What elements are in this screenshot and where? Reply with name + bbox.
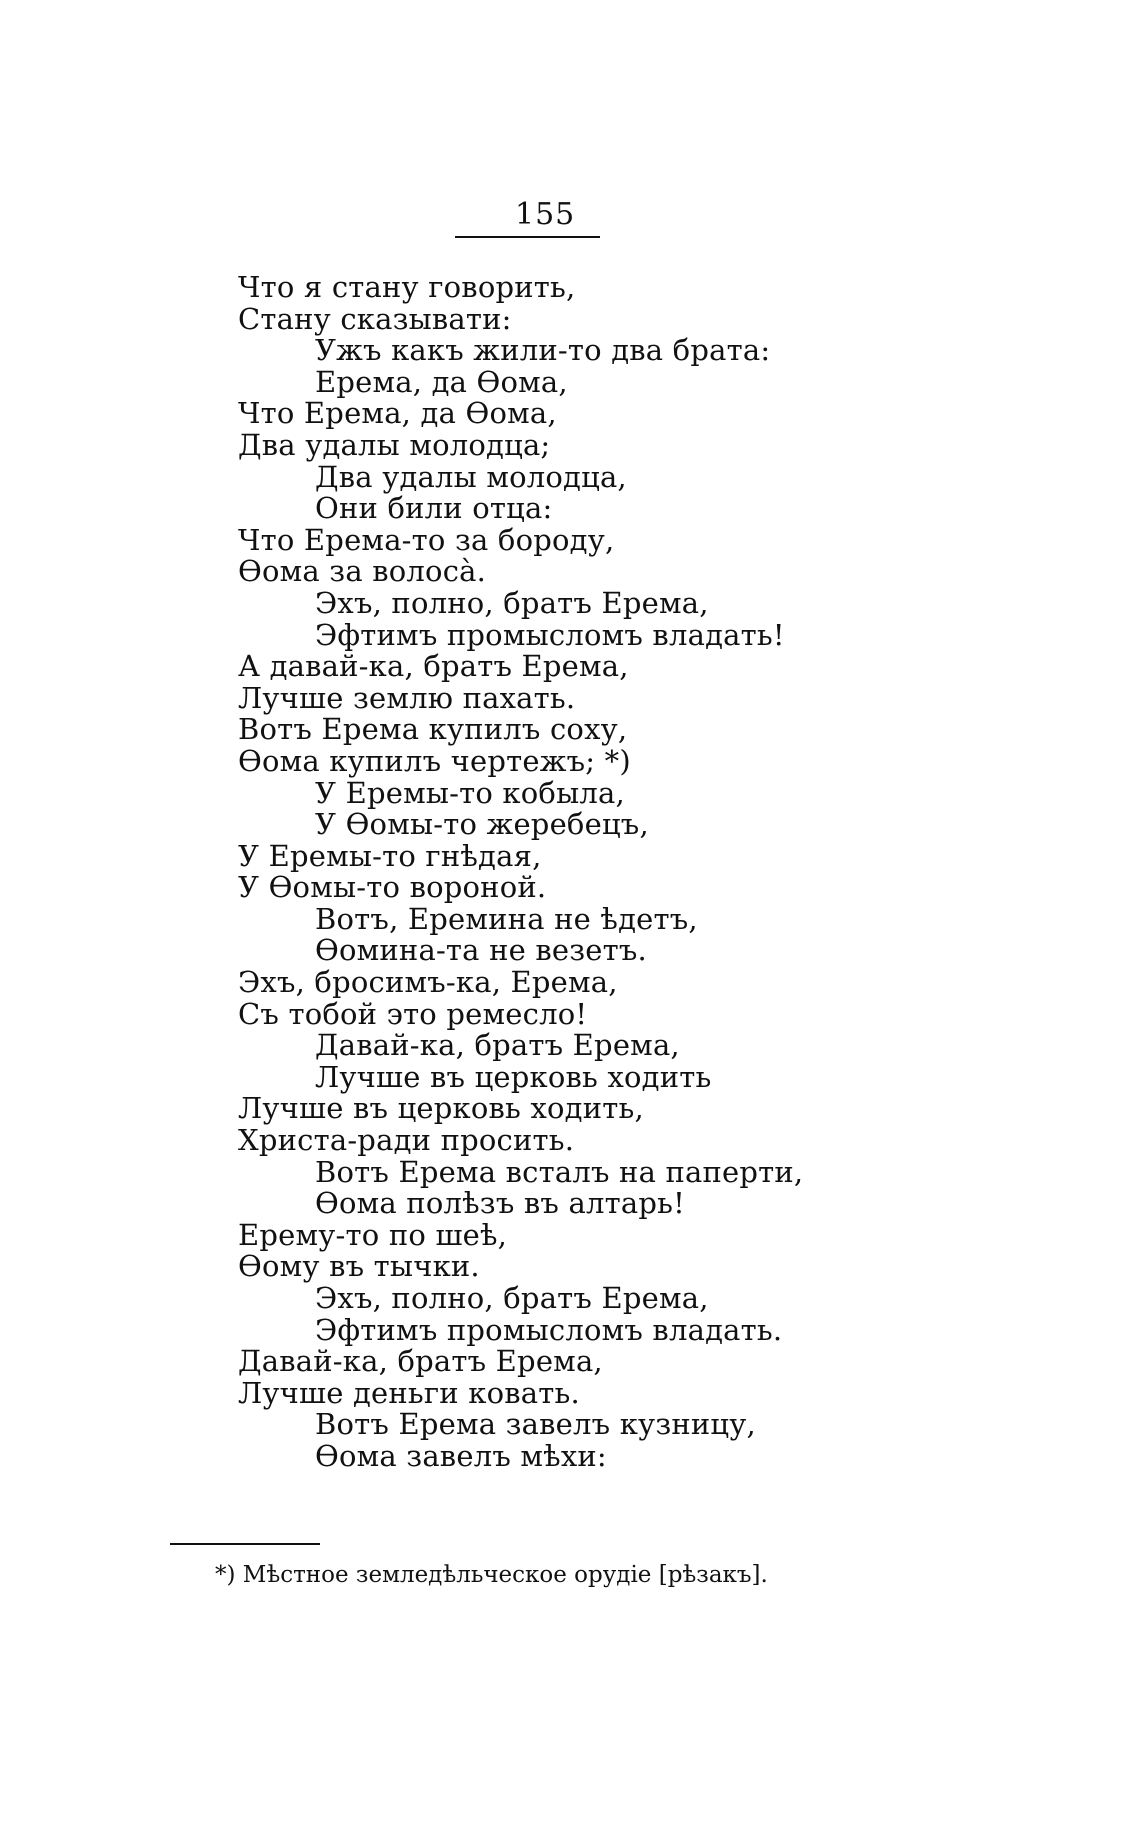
poem-line: Ѳому въ тычки. (238, 1249, 480, 1284)
poem-line: У Еремы-то кобыла, (315, 775, 625, 810)
poem-line: Лучше въ церковь ходить (315, 1059, 712, 1094)
poem-line: Ѳома за волоса̀. (238, 554, 487, 589)
poem-line: Что Ерема, да Ѳома, (238, 396, 557, 431)
poem-line: Два удалы молодца, (315, 459, 627, 494)
poem-line: Что Ерема-то за бороду, (238, 522, 615, 557)
poem-line: Съ тобой это ремесло! (238, 996, 588, 1031)
page-number: 155 (515, 197, 576, 232)
poem-line: У Ѳомы-то жеребецъ, (315, 807, 649, 842)
poem-line: Вотъ Ерема завелъ кузницу, (315, 1407, 756, 1442)
poem-line: Лучше деньги ковать. (238, 1375, 580, 1410)
poem-line: А давай-ка, братъ Ерема, (238, 649, 629, 684)
footnote: *) Мѣстное земледѣльческое орудіе [рѣзакъ]. (215, 1562, 768, 1588)
poem-line: Лучше землю пахать. (238, 680, 576, 715)
poem-line: Христа-ради просить. (238, 1123, 575, 1158)
poem-line: Ерему-то по шеѣ, (238, 1217, 508, 1252)
poem-line: Давай-ка, братъ Ерема, (315, 1028, 680, 1063)
poem-line: Что я стану говорить, (238, 270, 576, 304)
poem-text (238, 272, 998, 1473)
poem-line: Эфтимъ промысломъ владать. (315, 1312, 783, 1347)
poem-line: Вотъ Ерема купилъ соху, (238, 712, 628, 747)
poem-line: Ерема, да Ѳома, (315, 364, 568, 399)
poem-line: Эхъ, полно, братъ Ерема, (315, 585, 709, 620)
poem-line: Ѳомина-та не везетъ. (315, 933, 647, 968)
poem-line: Эхъ, полно, братъ Ерема, (315, 1281, 709, 1315)
poem-line: У Еремы-то гнѣдая, (238, 838, 542, 873)
poem-line: Ѳома купилъ чертежъ; *) (238, 743, 631, 778)
poem-line: Давай-ка, братъ Ерема, (238, 1344, 603, 1379)
poem-line: Эхъ, бросимъ-ка, Ерема, (238, 965, 618, 1000)
page-number-rule (455, 236, 600, 238)
poem-line: Ѳома полѣзъ въ алтарь! (315, 1186, 685, 1221)
poem-line: Ужъ какъ жили-то два брата: (315, 333, 771, 368)
poem-line: У Ѳомы-то вороной. (238, 870, 547, 905)
poem-line: Они били отца: (315, 491, 553, 526)
poem-line: Эфтимъ промысломъ владать! (315, 617, 785, 652)
footnote-rule (170, 1543, 320, 1545)
poem-line: Ѳома завелъ мѣхи: (315, 1438, 607, 1473)
poem-line: Стану сказывати: (238, 301, 512, 336)
poem-line: Вотъ Ерема всталъ на паперти, (315, 1154, 804, 1189)
poem-line: Вотъ, Еремина не ѣдетъ, (315, 901, 698, 936)
poem-line: Два удалы молодца; (238, 427, 551, 462)
poem-line: Лучше въ церковь ходить, (238, 1091, 644, 1126)
